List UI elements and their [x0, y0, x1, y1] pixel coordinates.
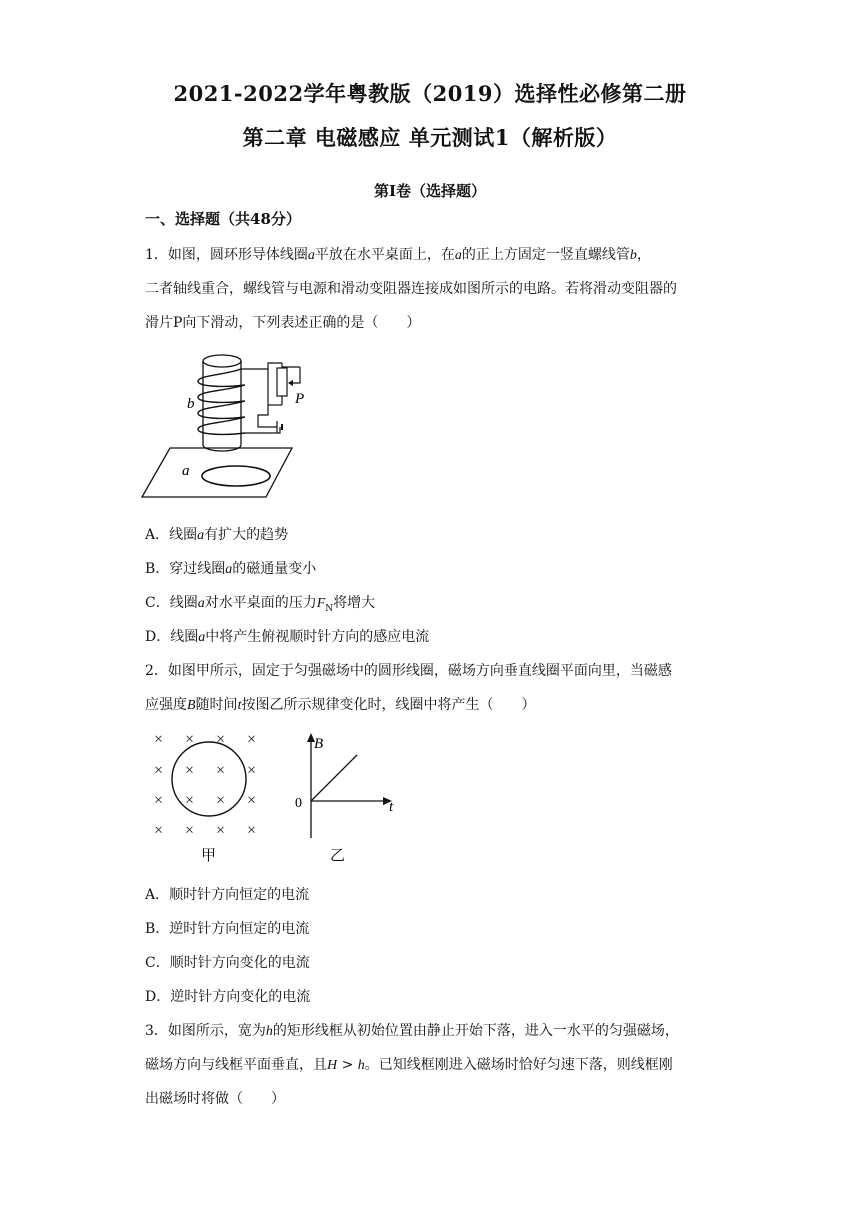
q2-figure-yi [292, 730, 402, 866]
svg-text:×: × [216, 792, 226, 809]
option-text: C．线圈 [145, 595, 198, 611]
svg-text:×: × [154, 762, 164, 779]
svg-text:×: × [185, 731, 195, 748]
table-plane [142, 448, 292, 497]
option-text: 对水平桌面的压力 [204, 595, 317, 611]
axis-label-t: t [389, 799, 394, 815]
coil-a [202, 466, 270, 486]
svg-text:×: × [185, 822, 195, 839]
q2-line2 [145, 694, 535, 714]
option-text: 将增大 [333, 595, 376, 611]
svg-text:×: × [154, 731, 164, 748]
q2-option-a: A．顺时针方向恒定的电流 [145, 887, 310, 903]
q2-option-b: B．逆时针方向恒定的电流 [145, 921, 310, 937]
q1-option-c [145, 592, 375, 614]
b-t-line [311, 755, 357, 801]
svg-text:×: × [216, 731, 226, 748]
q2-text: 按图乙所示规律变化时，线圈中将产生（ ） [241, 697, 536, 713]
q1-option-a [145, 524, 288, 544]
var-h: h [265, 1024, 273, 1039]
q3-line3: 出磁场时将做（ ） [145, 1091, 285, 1107]
rheostat [277, 368, 287, 396]
option-text: A．线圈 [145, 527, 198, 543]
solenoid-winding [198, 369, 245, 434]
q1-figure-solenoid [140, 345, 310, 505]
q2-option-d: D．逆时针方向变化的电流 [145, 989, 311, 1005]
magnetic-field-crosses [154, 731, 256, 839]
var-a: a [225, 562, 233, 577]
var-f: F [316, 596, 326, 611]
var-a: a [454, 248, 462, 263]
option-text: 中将产生俯视顺时针方向的感应电流 [205, 629, 430, 645]
origin-label: 0 [295, 796, 302, 811]
option-text: D．线圈 [145, 629, 199, 645]
var-b: B [187, 698, 196, 713]
q3-line2 [145, 1054, 673, 1074]
var-h: h [357, 1058, 365, 1073]
q2-text: 应强度 [145, 697, 187, 713]
q3-line1 [145, 1020, 679, 1040]
label-jia: 甲 [201, 848, 217, 864]
var-a: a [197, 528, 205, 543]
document-title-line1: 2021-2022学年粤教版（2019）选择性必修第二册 [173, 81, 687, 106]
option-text: B．穿过线圈 [145, 561, 226, 577]
label-b: b [187, 396, 195, 412]
solenoid-top [203, 355, 241, 367]
svg-text:×: × [154, 822, 164, 839]
section-heading: 一、选择题（共48分） [145, 210, 301, 228]
circular-coil [172, 742, 246, 816]
option-text: 有扩大的趋势 [204, 527, 289, 543]
q3-text: 3．如图所示，宽为 [145, 1023, 266, 1039]
svg-text:×: × [247, 762, 257, 779]
q2-option-c: C．顺时针方向变化的电流 [145, 955, 310, 971]
var-b: b [629, 248, 637, 263]
q3-text: 。已知线框刚进入磁场时恰好匀速下落，则线框刚 [364, 1057, 673, 1073]
q2-line1: 2．如图甲所示，固定于匀强磁场中的圆形线圈，磁场方向垂直线圈平面向里，当磁感 [145, 663, 672, 679]
svg-text:×: × [247, 822, 257, 839]
svg-text:×: × [216, 762, 226, 779]
svg-text:×: × [216, 822, 226, 839]
q2-text: 随时间 [195, 697, 238, 713]
var-a: a [197, 596, 205, 611]
volume-heading: 第Ⅰ卷（选择题） [373, 182, 487, 200]
document-title-line2: 第二章 电磁感应 单元测试1（解析版） [242, 125, 618, 150]
svg-text:×: × [185, 762, 195, 779]
option-text: 的磁通量变小 [232, 561, 317, 577]
svg-text:×: × [247, 731, 257, 748]
q1-text: 平放在水平桌面上，在 [314, 247, 455, 263]
q1-text: 的正上方固定一竖直螺线管 [461, 247, 630, 263]
label-yi: 乙 [330, 848, 346, 864]
q1-option-b [145, 558, 316, 578]
q3-text: 的矩形线框从初始位置由静止开始下落，进入一水平的匀强磁场， [272, 1023, 679, 1039]
q1-line2: 二者轴线重合，螺线管与电源和滑动变阻器连接成如图所示的电路。若将滑动变阻器的 [145, 281, 677, 297]
svg-text:×: × [185, 792, 195, 809]
axis-label-b: B [314, 736, 324, 752]
q1-text: 1．如图，圆环形导体线圈 [145, 247, 308, 263]
slider-p [289, 367, 300, 383]
q1-option-d [145, 626, 429, 646]
label-p: P [295, 391, 305, 407]
subscript-n: N [325, 603, 334, 614]
q2-figure-jia [148, 726, 273, 866]
q1-line1 [145, 244, 651, 264]
var-a: a [307, 248, 315, 263]
q1-text: ， [636, 247, 651, 263]
q1-line3: 滑片P向下滑动，下列表述正确的是（ ） [145, 315, 421, 331]
var-a: a [198, 630, 206, 645]
label-a: a [182, 463, 190, 479]
q3-text: 磁场方向与线框平面垂直，且 [145, 1057, 327, 1073]
svg-text:×: × [154, 792, 164, 809]
var-H: H [327, 1058, 338, 1073]
q3-text: > [337, 1057, 358, 1073]
var-t: t [237, 698, 242, 713]
circuit-wire [241, 369, 277, 427]
svg-text:×: × [247, 792, 257, 809]
